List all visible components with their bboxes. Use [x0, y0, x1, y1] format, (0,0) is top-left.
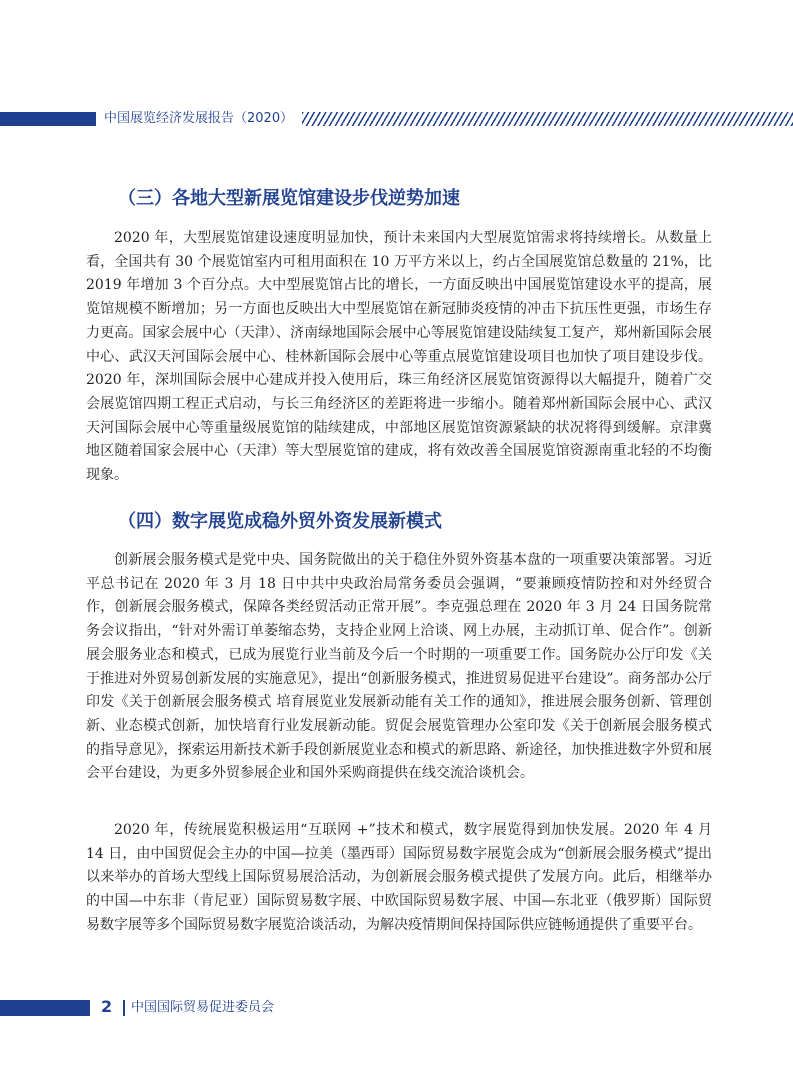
- running-header-title: 中国展览经济发展报告（2020）: [104, 111, 294, 126]
- section-heading-3: （三）各地大型新展览馆建设步伐逆势加速: [118, 188, 460, 209]
- page-number: 2: [101, 997, 113, 1016]
- header-hatch-decoration: [302, 112, 793, 126]
- section-3-paragraph-1: 2020 年，大型展览馆建设速度明显加快，预计未来国内大型展览馆需求将持续增长。从数量上看，全国共有 30 个展览馆室内可租用面积在 10 万平方米以上，约占全国展览馆总数量的 21%，比 2019 年增加 3 个百分点。大中型展览馆占比的增长，一方面反映出中国展览馆建设水平的提高，展览馆规模不断增加；另一方面也反映出大中型展览馆在新冠肺炎疫情的冲击下抗压性更强，市场生存力更高。国家会展中心（天津）、济南绿地国际会展中心等展览馆建设陆续复工复产，郑州新国际会展中心、武汉天河国际会展中心、桂林新国际会展中心等重点展览馆建设项目也加快了项目建设步伐。2020 年，深圳国际会展中心建成并投入使用后，珠三角经济区展览馆资源得以大幅提升，随着广交会展览馆四期工程正式启动，与长三角经济区的差距将进一步缩小。随着郑州新国际会展中心、武汉天河国际会展中心等重量级展览馆的陆续建成，中部地区展览馆资源紧缺的状况将得到缓解。京津冀地区随着国家会展中心（天津）等大型展览馆的建成，将有效改善全国展览馆资源南重北轻的不均衡现象。: [86, 230, 712, 484]
- section-heading-4: （四）数字展览成稳外贸外资发展新模式: [118, 511, 442, 532]
- header-accent-bar: [0, 112, 96, 126]
- footer-organization: 中国国际贸易促进委员会: [131, 1000, 275, 1015]
- section-4-paragraph-1: 创新展会服务模式是党中央、国务院做出的关于稳住外贸外资基本盘的一项重要决策部署。习近平总书记在 2020 年 3 月 18 日中共中央政治局常务委员会强调，“要兼顾疫情防控和对外经贸合作，创新展会服务模式，保障各类经贸活动正常开展”。李克强总理在 2020 年 3 月 24 日国务院常务会议指出，“针对外需订单萎缩态势，支持企业网上洽谈、网上办展，主动抓订单、促合作”。创新展会服务业态和模式，已成为展览行业当前及今后一个时期的一项重要工作。国务院办公厅印发《关于推进对外贸易创新发展的实施意见》，提出“创新服务模式，推进贸易促进平台建设”。商务部办公厅印发《关于创新展会服务模式 培育展览业发展新动能有关工作的通知》，推进展会服务创新、管理创新、业态模式创新，加快培育行业发展新动能。贸促会展览管理办公室印发《关于创新展会服务模式的指导意见》，探索运用新技术新手段创新展览业态和模式的新思路、新途径，加快推进数字外贸和展会平台建设，为更多外贸参展企业和国外采购商提供在线交流洽谈机会。: [86, 552, 712, 782]
- section-4-paragraph-2: 2020 年，传统展览积极运用“互联网 +”技术和模式，数字展览得到加快发展。2020 年 4 月 14 日，由中国贸促会主办的中国—拉美（墨西哥）国际贸易数字展览会成为“创新展会服务模式”提出以来举办的首场大型线上国际贸易展洽活动，为创新展会服务模式提供了发展方向。此后，相继举办的中国—中东非（肯尼亚）国际贸易数字展、中欧国际贸易数字展、中国—东北亚（俄罗斯）国际贸易数字展等多个国际贸易数字展览洽谈活动，为解决疫情期间保持国际供应链畅通提供了重要平台。: [86, 822, 712, 933]
- footer-divider: [123, 1000, 125, 1016]
- footer-accent-bar: [0, 1000, 90, 1016]
